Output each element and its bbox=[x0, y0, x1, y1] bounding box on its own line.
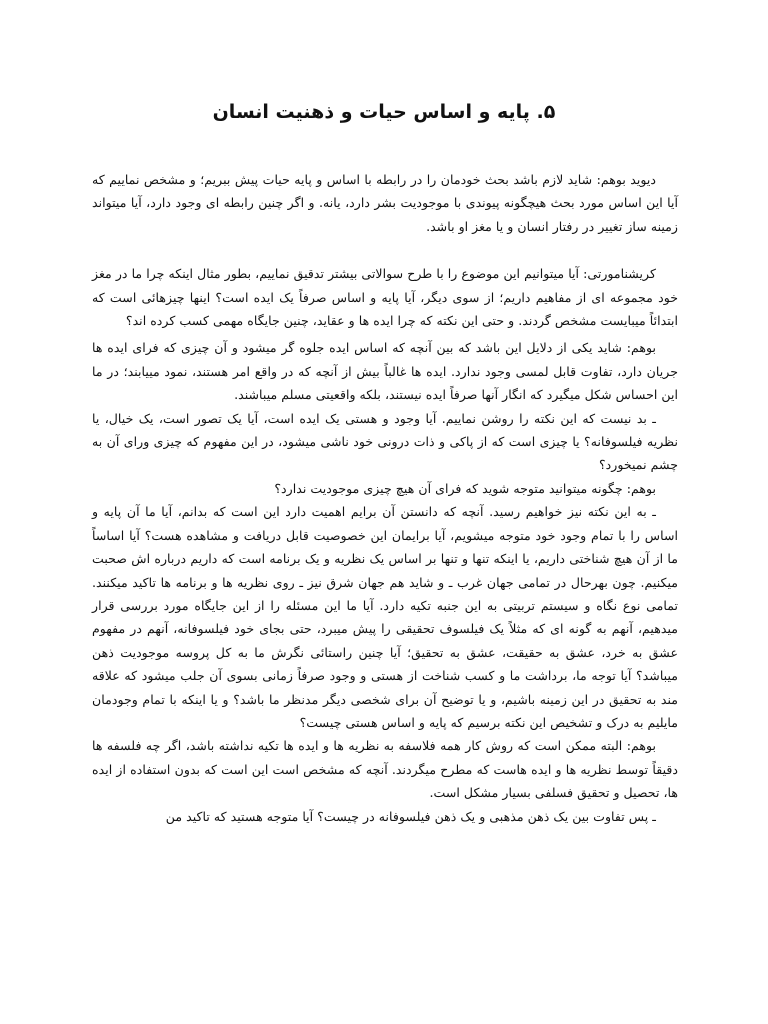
paragraph-k-4: ـ پس تفاوت بین یک ذهن مذهبی و یک ذهن فیلسوفانه در چیست؟ آیا متوجه هستید که تاکید من bbox=[165, 808, 656, 824]
paragraph-bohm-intro: دیوید بوهم: شاید لازم باشد بحث خودمان را در رابطه با اساس و پایه حیات پیش ببریم؛ و مشخص نماییم که آیا این اساس مورد بحث هیچگونه پیوندی با موجودیت بشر دارد، یانه. و اگر چنین رابطه ای وجود دارد، آیا میتواند زمینه ساز تغییر در رفتار انسان و یا مغز او باشد. bbox=[92, 172, 678, 234]
paragraph-bohm-3: بوهم: چگونه میتوانید متوجه شوید که فرای آن هیچ چیزی موجودیت ندارد؟ bbox=[274, 480, 656, 496]
paragraph-k-3: ـ به این نکته نیز خواهیم رسید. آنچه که دانستن آن برایم اهمیت دارد این است که بدانم، آیا ما آن پایه و اساس را با تمام وجود خود متوجه میشویم، آیا برایمان این خصوصیت قابل دریافت و مشاهده هست؟ آیا اساساً ما از آن هیچ شناختی داریم، یا اینکه تنها و تنها بر اساس یک نظریه و یک برنامه است که داریم درباره اش صحبت میکنیم. چون بهرحال در تمامی جهان غرب ـ و شاید هم جهان شرق نیز ـ روی نظریه ها و برنامه ها تاکید میکنند. تمامی نوع نگاه و سیستم تربیتی به این جنبه تکیه دارد. آیا ما این مسئله را از این جایگاه مورد بررسی قرار میدهیم، آنهم به گونه ای که مثلاً یک فیلسوف تحقیقی را پیش میبرد، حتی بجای خود فیلسوفانه، آنهم در مفهوم عشق به خرد، عشق به حقیقت، عشق به تحقیق؛ آیا چنین راستائی نگرش ما به کل پروسه موجودیت ذهن میباشد؟ آیا توجه ما، برداشت ما و کسب شناخت از هستی و وجود صرفاً زمانی بسوی آن جلب میشود که علاقه مند به تحقیق در این زمینه باشیم، و یا توضیح آن برای شخصی دیگر مدنظر ما باشد؟ و یا اینکه با تمام وجودمان مایلیم به درک و تشخیص این نکته برسیم که پایه و اساس هستی چیست؟ bbox=[92, 504, 678, 730]
page-title: ۵. پایه و اساس حیات و ذهنیت انسان bbox=[212, 101, 556, 123]
document-body bbox=[92, 168, 678, 828]
paragraph-bohm-2: بوهم: شاید یکی از دلایل این باشد که بین آنچه که اساس ایده جلوه گر میشود و آن چیزی که فرای ایده ها جریان دارد، تفاوت قابل لمسی وجود ندارد. ایده ها غالباً بیش از آنچه که در واقع امر هستند، نمود مییابند؛ در ما این احساس شکل میگیرد که انگار آنها صرفاً ایده نیستند، بلکه واقعیتی مسلم میباشند. bbox=[92, 340, 678, 403]
paragraph-k-2: ـ بد نیست که این نکته را روشن نماییم. آیا وجود و هستی یک ایده است، آیا یک تصور است، یک خیال، یا نظریه فیلسوفانه؟ یا چیزی است که از پاکی و ذات درونی خود ناشی میشود، در این مفهوم که چیزی ورای آن به چشم نمیخورد؟ bbox=[92, 410, 678, 473]
paragraph-krishnamurti-1: کریشنامورتی: آیا میتوانیم این موضوع را با طرح سوالاتی بیشتر تدقیق نماییم، بطور مثال اینکه چرا ما در مغز خود مجموعه ای از مفاهیم داریم؛ از سوی دیگر، آیا پایه و اساس صرفاً یک ایده است؟ اینها چیزهائی است که ابتدائاً میبایست مشخص گردند. و حتی این نکته که چرا ایده ها و عقاید، چنین جایگاه مهمی کسب کرده اند؟ bbox=[92, 266, 678, 329]
paragraph-bohm-4: بوهم: البته ممکن است که روش کار همه فلاسفه به نظریه ها و ایده ها تکیه نداشته باشد، اگر چه فلسفه ها دقیقاً توسط نظریه ها و ایده هاست که مطرح میگردند. آنچه که مشخص است این است که بدون استفاده از ایده ها، تحصیل و تحقیق فسلفی بسیار مشکل است. bbox=[92, 738, 678, 801]
